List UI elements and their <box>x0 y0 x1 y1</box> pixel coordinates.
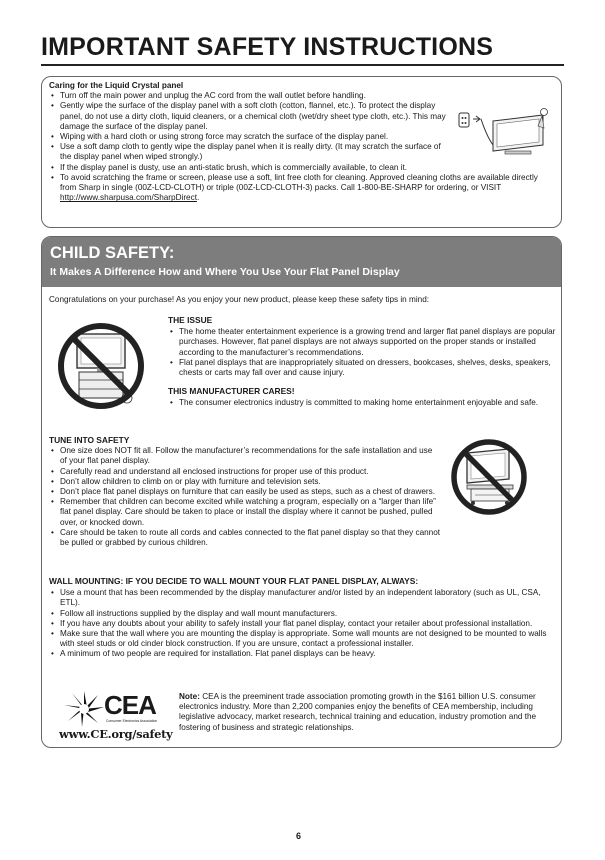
tune-section <box>49 435 441 548</box>
list-item: • Flat panel displays that are inappropriately situated on dressers, bookcases, shelves, desks, speakers, chests or carts may fall over and cause injury. <box>168 358 556 378</box>
list-item: • Care should be taken to route all cords and cables connected to the flat panel display so that they cannot be pulled or grabbed by curious children. <box>49 528 441 548</box>
list-item: • Use a soft damp cloth to gently wipe the display panel when it is really dirty. (It may scratch the surface of the display panel when wiped strongly.) <box>49 142 454 162</box>
cleaning-end: . <box>196 193 200 203</box>
list-item: • Don’t place flat panel displays on furniture that can easily be used as steps, such as a chest of drawers. <box>49 487 441 497</box>
child-safety-subtitle: It Makes A Difference How and Where You Use Your Flat Panel Display <box>50 266 400 278</box>
cea-logo <box>59 689 182 744</box>
issue-section <box>168 315 556 409</box>
cares-list <box>168 398 556 408</box>
note-label: Note: <box>179 692 200 701</box>
list-item: • Use a mount that has been recommended by the display manufacturer and/or listed by an independent laboratory (such as UL, CSA, ETL). <box>49 588 557 608</box>
child-safety-title: CHILD SAFETY: <box>50 244 175 262</box>
issue-list <box>168 327 556 378</box>
list-item: • A minimum of two people are required for installation. Flat panel displays can be heavy. <box>49 649 557 659</box>
cleaning-text: To avoid scratching the frame or screen, please use a soft, lint free cloth for cleaning. Approved cleaning cloths are available directly from Sharp in single (00Z-LCD-CLOTH) or triple (00Z-LCD-CLOTH-3) packs. Call 1-800-BE-SHARP for ordering, or VISIT <box>60 172 538 193</box>
list-item: • One size does NOT fit all. Follow the manufacturer’s recommendations for the safe installation and use of your flat panel display. <box>49 446 441 466</box>
list-item: • The home theater entertainment experience is a growing trend and larger flat panel displays are popular purchases. However, flat panel displays are not always supported on the proper stands or installed according to the manufacturer’s recommendations. <box>168 327 556 358</box>
cea-tagline: Consumer Electronics Association <box>106 719 158 723</box>
sharp-direct-link[interactable]: http://www.sharpusa.com/SharpDirect <box>60 193 197 203</box>
tune-heading: TUNE INTO SAFETY <box>49 435 130 445</box>
no-tv-on-dresser-icon <box>55 320 147 412</box>
list-item: • Wiping with a hard cloth or using strong force may scratch the surface of the display panel. <box>49 132 454 142</box>
list-item: • Make sure that the wall where you are mounting the display is appropriate. Some wall mounts are not designed to be mounted to walls with steel studs or old cinder block construction. If you are unsure, contact a professional installer. <box>49 629 557 649</box>
cleaning-list <box>49 173 554 204</box>
wall-list <box>49 588 557 659</box>
list-item: • Remember that children can become excited while watching a program, especially on a “larger than life” flat panel display. Care should be taken to place or install the display where it cannot be pushed, pulled over, or knocked down. <box>49 497 441 528</box>
child-safety-header <box>42 237 561 287</box>
no-tv-on-cart-icon <box>449 437 529 517</box>
list-item: • Gently wipe the surface of the display panel with a soft cloth (cotton, flannel, etc.). To protect the display panel, do not use a dirty cloth, liquid cleaners, or a chemical cloth (wet/dry sheet type cloth, etc.). This may damage the surface of the display panel. <box>49 101 454 132</box>
care-panel-box <box>41 76 562 228</box>
cea-url-link[interactable]: www.CE.org/safety <box>59 727 173 741</box>
note-text: CEA is the preeminent trade association promoting growth in the $161 billion U.S. consumer electronics industry. More than 2,200 companies enjoy the benefits of CEA membership, including legislative advocacy, market research, technical training and education, industry promotion and the fostering of business and strategic relationships. <box>179 692 537 732</box>
list-item: • If you have any doubts about your ability to safely install your flat panel display, contact your retailer about professional installation. <box>49 619 557 629</box>
child-safety-box <box>41 236 562 748</box>
plug-cleaning-illustration <box>457 107 552 157</box>
intro-text: Congratulations on your purchase! As you enjoy your new product, please keep these safety tips in mind: <box>49 295 430 304</box>
list-item: • Carefully read and understand all enclosed instructions for proper use of this product. <box>49 467 441 477</box>
title-rule <box>41 64 564 66</box>
care-heading: Caring for the Liquid Crystal panel <box>49 81 184 90</box>
list-item: • The consumer electronics industry is committed to making home entertainment enjoyable and safe. <box>168 398 556 408</box>
cea-wordmark: CEA <box>104 690 156 720</box>
tune-list <box>49 446 441 548</box>
cares-heading: THIS MANUFACTURER CARES! <box>168 386 295 397</box>
issue-heading: THE ISSUE <box>168 315 213 325</box>
list-item: • Don’t allow children to climb on or play with furniture and television sets. <box>49 477 441 487</box>
list-item: • Turn off the main power and unplug the AC cord from the wall outlet before handling. <box>49 91 454 101</box>
list-item: • If the display panel is dusty, use an anti-static brush, which is commercially available, to clean it. <box>49 163 454 173</box>
cea-starburst-icon <box>64 691 104 727</box>
list-item: • Follow all instructions supplied by the display and wall mount manufacturers. <box>49 609 557 619</box>
page-title: IMPORTANT SAFETY INSTRUCTIONS <box>41 33 494 61</box>
cea-note <box>179 692 545 733</box>
cleaning-item <box>49 173 554 204</box>
wall-section <box>49 576 557 660</box>
care-list <box>49 91 454 173</box>
page-number: 6 <box>296 831 302 841</box>
wall-heading: WALL MOUNTING: IF YOU DECIDE TO WALL MOUNT YOUR FLAT PANEL DISPLAY, ALWAYS: <box>49 576 419 586</box>
